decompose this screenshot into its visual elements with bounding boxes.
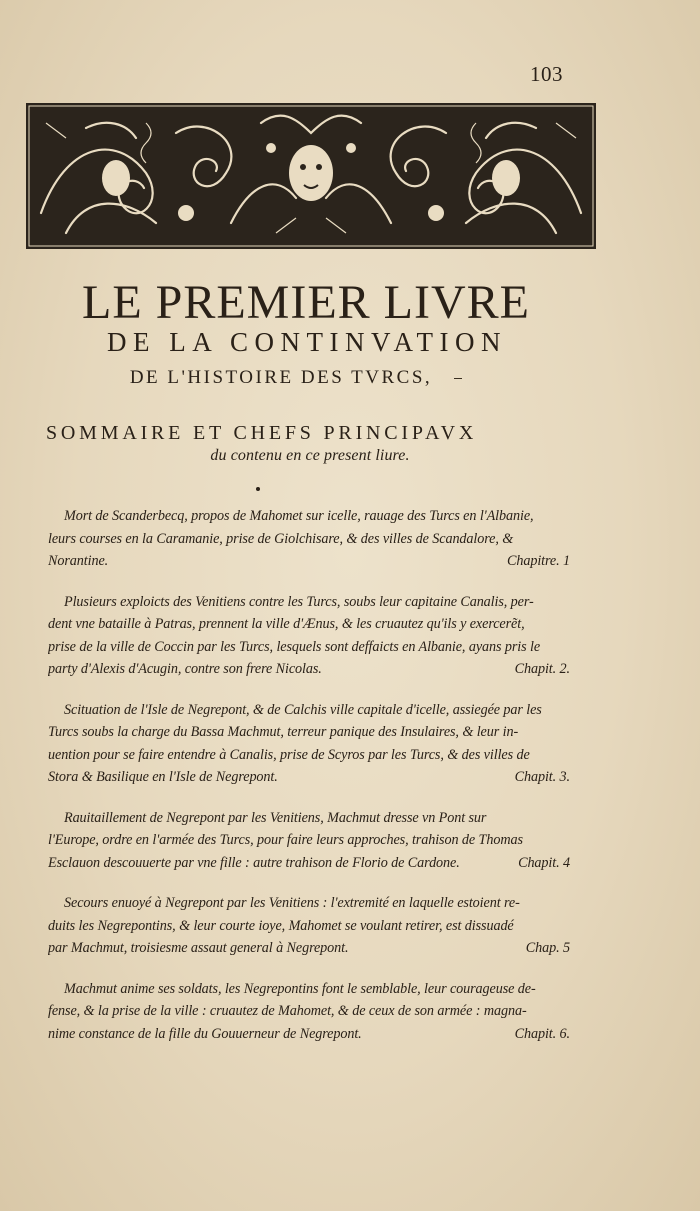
- entry-text-line: Mort de Scanderbecq, propos de Mahomet sur icelle, rauage des Turcs en l'Albanie,: [64, 508, 534, 524]
- book-title-line-3-text: DE L'HISTOIRE DES TVRCS,: [129, 367, 433, 388]
- book-title-line-3: [2, 367, 590, 389]
- entry-text-line: Scituation de l'Isle de Negrepont, & de Calchis ville capitale d'icelle, assiegée par les: [64, 701, 542, 718]
- chapter-reference: Chapit. 4: [518, 854, 570, 871]
- page-number: 103: [530, 62, 563, 86]
- entry-text-line: Plusieurs exploicts des Venitiens contre les Turcs, soubs leur capitaine Canalis, per-: [64, 593, 534, 610]
- entry-text-line: dent vne bataille à Patras, prennent la ville d'Ænus, & les cruautez qu'ils y exercerẽt,: [48, 616, 525, 632]
- chapter-summary-entry: [48, 978, 570, 1046]
- entry-text-line: l'Europe, ordre en l'armée des Turcs, pour faire leurs approches, trahison de Thomas: [48, 832, 523, 848]
- entry-text-line: Machmut anime ses soldats, les Negrepontins font le semblable, leur courageuse de-: [64, 980, 536, 997]
- entry-text-line: Stora & Basilique en l'Isle de Negrepont.: [48, 769, 278, 785]
- chapter-summary-entry: [48, 807, 570, 875]
- chapter-summary-entry: [48, 505, 570, 573]
- entry-text-line: Turcs soubs la charge du Bassa Machmut, terreur panique des Insulaires, & leur in-: [48, 724, 519, 740]
- chapter-summary-entry: [48, 892, 570, 960]
- chapter-summary-entry: [48, 699, 570, 789]
- woodcut-ornament-headpiece: [26, 103, 596, 249]
- entry-text-line: Secours enuoyé à Negrepont par les Venitiens : l'extremité en laquelle estoient re-: [64, 895, 520, 911]
- entry-text-line: Norantine.: [48, 553, 109, 569]
- entry-text-line: par Machmut, troisiesme assaut general à Negrepont.: [48, 940, 349, 956]
- entry-text-line: party d'Alexis d'Acugin, contre son frere Nicolas.: [48, 661, 322, 677]
- chapter-summary-list: [48, 505, 570, 1063]
- chapter-reference: Chapit. 3.: [514, 769, 570, 785]
- entry-text-line: uention pour se faire entendre à Canalis, prise de Scyros par les Turcs, & des villes de: [48, 746, 530, 763]
- summary-subheading: du contenu en ce present liure.: [210, 447, 410, 464]
- entry-text-line: nime constance de la fille du Gouuerneur de Negrepont.: [48, 1025, 362, 1042]
- chapter-reference: Chapit. 2.: [514, 661, 570, 677]
- chapter-summary-entry: [48, 591, 570, 681]
- entry-text-line: Rauitaillement de Negrepont par les Venitiens, Machmut dresse vn Pont sur: [64, 809, 487, 826]
- book-title: LE PREMIER LIVRE: [82, 276, 530, 329]
- entry-text-line: Esclauon descouuerte par vne fille : autre trahison de Florio de Cardone.: [48, 854, 460, 871]
- book-title-line-2: DE LA CONTINVATION: [107, 327, 507, 357]
- ornament-dot: [256, 487, 260, 491]
- entry-text-line: leurs courses en la Caramanie, prise de Giolchisare, & des villes de Scandalore, &: [48, 530, 514, 547]
- entry-text-line: duits les Negrepontins, & leur courte ioye, Mahomet se voulant retirer, est dissuadé: [48, 917, 514, 934]
- ornament-dash: [454, 378, 462, 379]
- entry-text-line: fense, & la prise de la ville : cruautez de Mahomet, & de ceux de son armée : magna-: [48, 1003, 527, 1019]
- summary-heading: SOMMAIRE ET CHEFS PRINCIPAVX: [46, 422, 478, 444]
- chapter-reference: Chapitre. 1: [506, 553, 570, 569]
- chapter-reference: Chapit. 6.: [514, 1025, 570, 1042]
- entry-text-line: prise de la ville de Coccin par les Turcs, lesquels sont deffaicts en Albanie, ayans pris le: [48, 638, 541, 655]
- chapter-reference: Chap. 5: [525, 940, 570, 956]
